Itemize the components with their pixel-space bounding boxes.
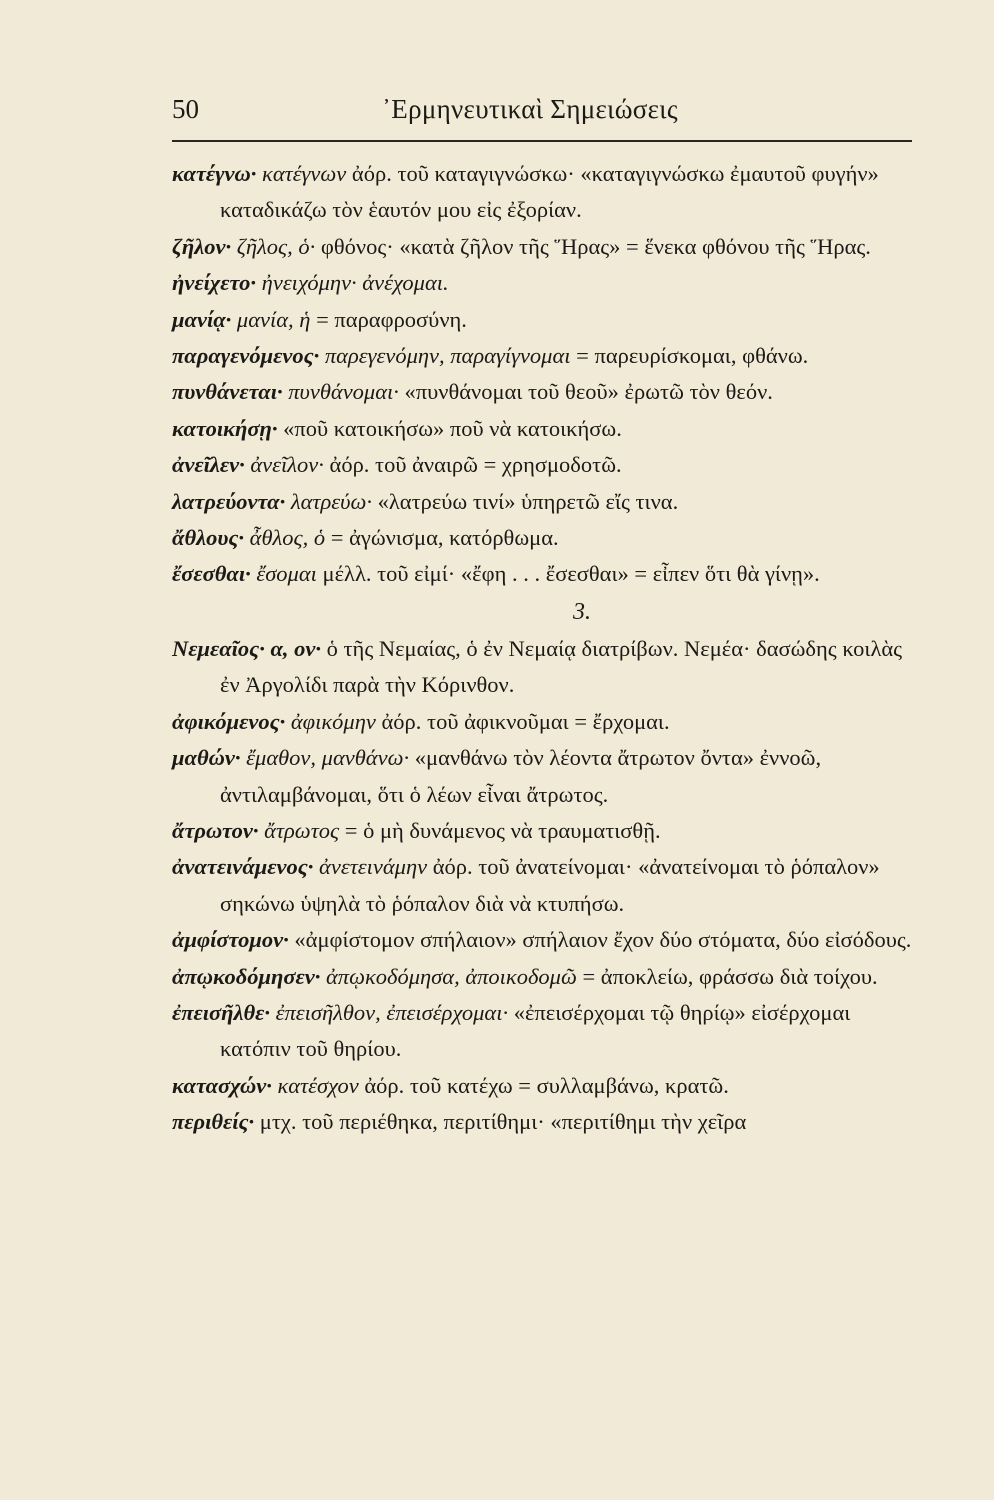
glossary-entry bbox=[172, 813, 912, 849]
entry-lemma: ἀπῳκοδόμησεν· bbox=[172, 963, 321, 989]
glossary-entry bbox=[172, 229, 912, 265]
glossary-entry bbox=[172, 156, 912, 229]
entry-gloss: μέλλ. τοῦ εἰμί· «ἔφη . . . ἔσεσθαι» = εἶπεν ὅτι θὰ γίνῃ». bbox=[322, 561, 820, 587]
entry-form: πυνθάνομαι· bbox=[288, 379, 399, 405]
entry-gloss: = ὁ μὴ δυνάμενος νὰ τραυματισθῇ. bbox=[344, 817, 661, 843]
glossary-entry bbox=[172, 302, 912, 338]
entry-form: ἆθλος, ὁ bbox=[249, 525, 326, 551]
entry-lemma: ἔσεσθαι· bbox=[172, 561, 251, 587]
running-title: ᾿Ερμηνευτικαὶ Σημειώσεις bbox=[382, 94, 678, 124]
glossary-entry bbox=[172, 1104, 912, 1140]
glossary-entry bbox=[172, 374, 912, 410]
glossary-entry bbox=[172, 338, 912, 374]
entry-form: ἄτρωτος bbox=[264, 817, 340, 843]
entry-lemma: λατρεύοντα· bbox=[172, 488, 286, 514]
entry-lemma: ἐπεισῆλθε· bbox=[172, 999, 270, 1025]
entry-lemma: μανίᾳ· bbox=[172, 306, 232, 332]
glossary-body bbox=[172, 156, 912, 1141]
glossary-entry bbox=[172, 922, 912, 958]
glossary-entry bbox=[172, 631, 912, 704]
entry-lemma: ἠνείχετο· bbox=[172, 270, 257, 296]
entry-lemma: ζῆλον· bbox=[172, 233, 232, 259]
entry-gloss: ὁ τῆς Νεμαίας, ὁ ἐν Νεμαίᾳ διατρίβων. Νεμέα· δασώδης κοιλὰς ἐν Ἀργολίδι παρὰ τὴν Κόρινθον. bbox=[220, 635, 903, 698]
entry-gloss: = παραφροσύνη. bbox=[316, 306, 467, 332]
entry-form: ἀνετεινάμην bbox=[319, 854, 428, 880]
entry-form: μανία, ἡ bbox=[236, 306, 311, 332]
entry-lemma: ἀμφίστομον· bbox=[172, 927, 289, 953]
glossary-entry bbox=[172, 484, 912, 520]
entry-gloss: «πυνθάνομαι τοῦ θεοῦ» ἐρωτῶ τὸν θεόν. bbox=[404, 379, 773, 405]
entry-gloss: ἀόρ. τοῦ καταγιγνώσκω· «καταγιγνώσκω ἐμαυτοῦ φυγήν» καταδικάζω τὸν ἑαυτόν μου εἰς ἐξορίαν. bbox=[220, 161, 879, 223]
page-header bbox=[172, 88, 904, 130]
entry-lemma: μαθών· bbox=[172, 745, 241, 771]
entry-lemma: κατέγνω· bbox=[172, 161, 257, 186]
entry-lemma: πυνθάνεται· bbox=[172, 379, 283, 405]
entry-lemma: περιθείς· bbox=[172, 1109, 255, 1135]
entry-lemma: ἄτρωτον· bbox=[172, 817, 259, 843]
entry-lemma: ἄθλους· bbox=[172, 525, 245, 551]
entry-lemma: κατασχών· bbox=[172, 1072, 272, 1098]
glossary-entry bbox=[172, 849, 912, 922]
page-number: 50 bbox=[172, 94, 199, 124]
glossary-entry bbox=[172, 1068, 912, 1104]
entry-lemma: Νεμεαῖος· α, ον· bbox=[172, 635, 322, 661]
glossary-entry bbox=[172, 959, 912, 995]
entry-gloss: ἀόρ. τοῦ ἀφικνοῦμαι = ἔρχομαι. bbox=[381, 708, 670, 734]
glossary-entry bbox=[172, 704, 912, 740]
entry-form: ζῆλος, ὁ· bbox=[236, 233, 316, 259]
entry-gloss: «λατρεύω τινί» ὑπηρετῶ εἴς τινα. bbox=[377, 488, 679, 514]
entry-gloss: ἀόρ. τοῦ ἀναιρῶ = χρησμοδοτῶ. bbox=[329, 452, 622, 478]
entry-gloss: ἀόρ. τοῦ κατέχω = συλλαμβάνω, κρατῶ. bbox=[364, 1072, 729, 1098]
entry-gloss: μτχ. τοῦ περιέθηκα, περιτίθημι· «περιτίθημι τὴν χεῖρα bbox=[259, 1109, 747, 1135]
entry-gloss: = παρευρίσκομαι, φθάνω. bbox=[576, 343, 809, 369]
glossary-entry bbox=[172, 740, 912, 813]
glossary-entry bbox=[172, 995, 912, 1068]
entry-form: ἔμαθον, μανθάνω· bbox=[246, 745, 410, 771]
entry-lemma: ἀνατεινάμενος· bbox=[172, 854, 314, 880]
entry-form: κατέγνων bbox=[262, 161, 347, 186]
entry-gloss: ἀόρ. τοῦ ἀνατείνομαι· «ἀνατείνομαι τὸ ῥόπαλον» σηκώνω ὑψηλὰ τὸ ῥόπαλον διὰ νὰ κτυπήσω. bbox=[220, 854, 880, 916]
entry-gloss: = ἀποκλείω, φράσσω διὰ τοίχου. bbox=[582, 963, 878, 989]
entry-form: ἀφικόμην bbox=[290, 708, 376, 734]
entry-form: ἀνεῖλον· bbox=[250, 452, 324, 478]
glossary-entry bbox=[172, 556, 912, 592]
entry-lemma: παραγενόμενος· bbox=[172, 343, 320, 369]
entry-form: παρεγενόμην, παραγίγνομαι bbox=[324, 343, 571, 369]
entry-form: ἐπεισῆλθον, ἐπεισέρχομαι· bbox=[275, 999, 509, 1025]
glossary-entry bbox=[172, 411, 912, 447]
entry-form: ἔσομαι bbox=[256, 561, 317, 587]
entry-gloss: «ἐπεισέρχομαι τῷ θηρίῳ» εἰσέρχομαι κατόπιν τοῦ θηρίου. bbox=[220, 999, 851, 1062]
section-number: 3. bbox=[573, 598, 591, 625]
glossary-section-2-entries bbox=[172, 156, 912, 593]
entry-form: κατέσχον bbox=[277, 1072, 359, 1098]
entry-lemma: ἀφικόμενος· bbox=[172, 708, 286, 734]
glossary-entry bbox=[172, 265, 912, 301]
entry-gloss: «ποῦ κατοικήσω» ποῦ νὰ κατοικήσω. bbox=[283, 415, 622, 441]
glossary-entry bbox=[172, 520, 912, 556]
entry-gloss: φθόνος· «κατὰ ζῆλον τῆς Ἥρας» = ἕνεκα φθόνου τῆς Ἥρας. bbox=[320, 233, 871, 259]
entry-gloss: «ἀμφίστομον σπήλαιον» σπήλαιον ἔχον δύο στόματα, δύο εἰσόδους. bbox=[294, 927, 912, 953]
entry-form: ἠνειχόμην· ἀνέχομαι. bbox=[261, 270, 449, 296]
entry-lemma: κατοικήσῃ· bbox=[172, 415, 278, 441]
entry-gloss: = ἀγώνισμα, κατόρθωμα. bbox=[330, 525, 559, 551]
glossary-section-3-entries bbox=[172, 631, 912, 1141]
entry-form: λατρεύω· bbox=[290, 488, 372, 514]
entry-form: ἀπῳκοδόμησα, ἀποικοδομῶ bbox=[325, 963, 577, 989]
entry-gloss: «μανθάνω τὸν λέοντα ἄτρωτον ὄντα» ἐννοῶ, ἀντιλαμβάνομαι, ὅτι ὁ λέων εἶναι ἄτρωτος. bbox=[220, 745, 822, 807]
glossary-entry bbox=[172, 447, 912, 483]
header-rule bbox=[172, 140, 912, 142]
entry-lemma: ἀνεῖλεν· bbox=[172, 452, 245, 478]
